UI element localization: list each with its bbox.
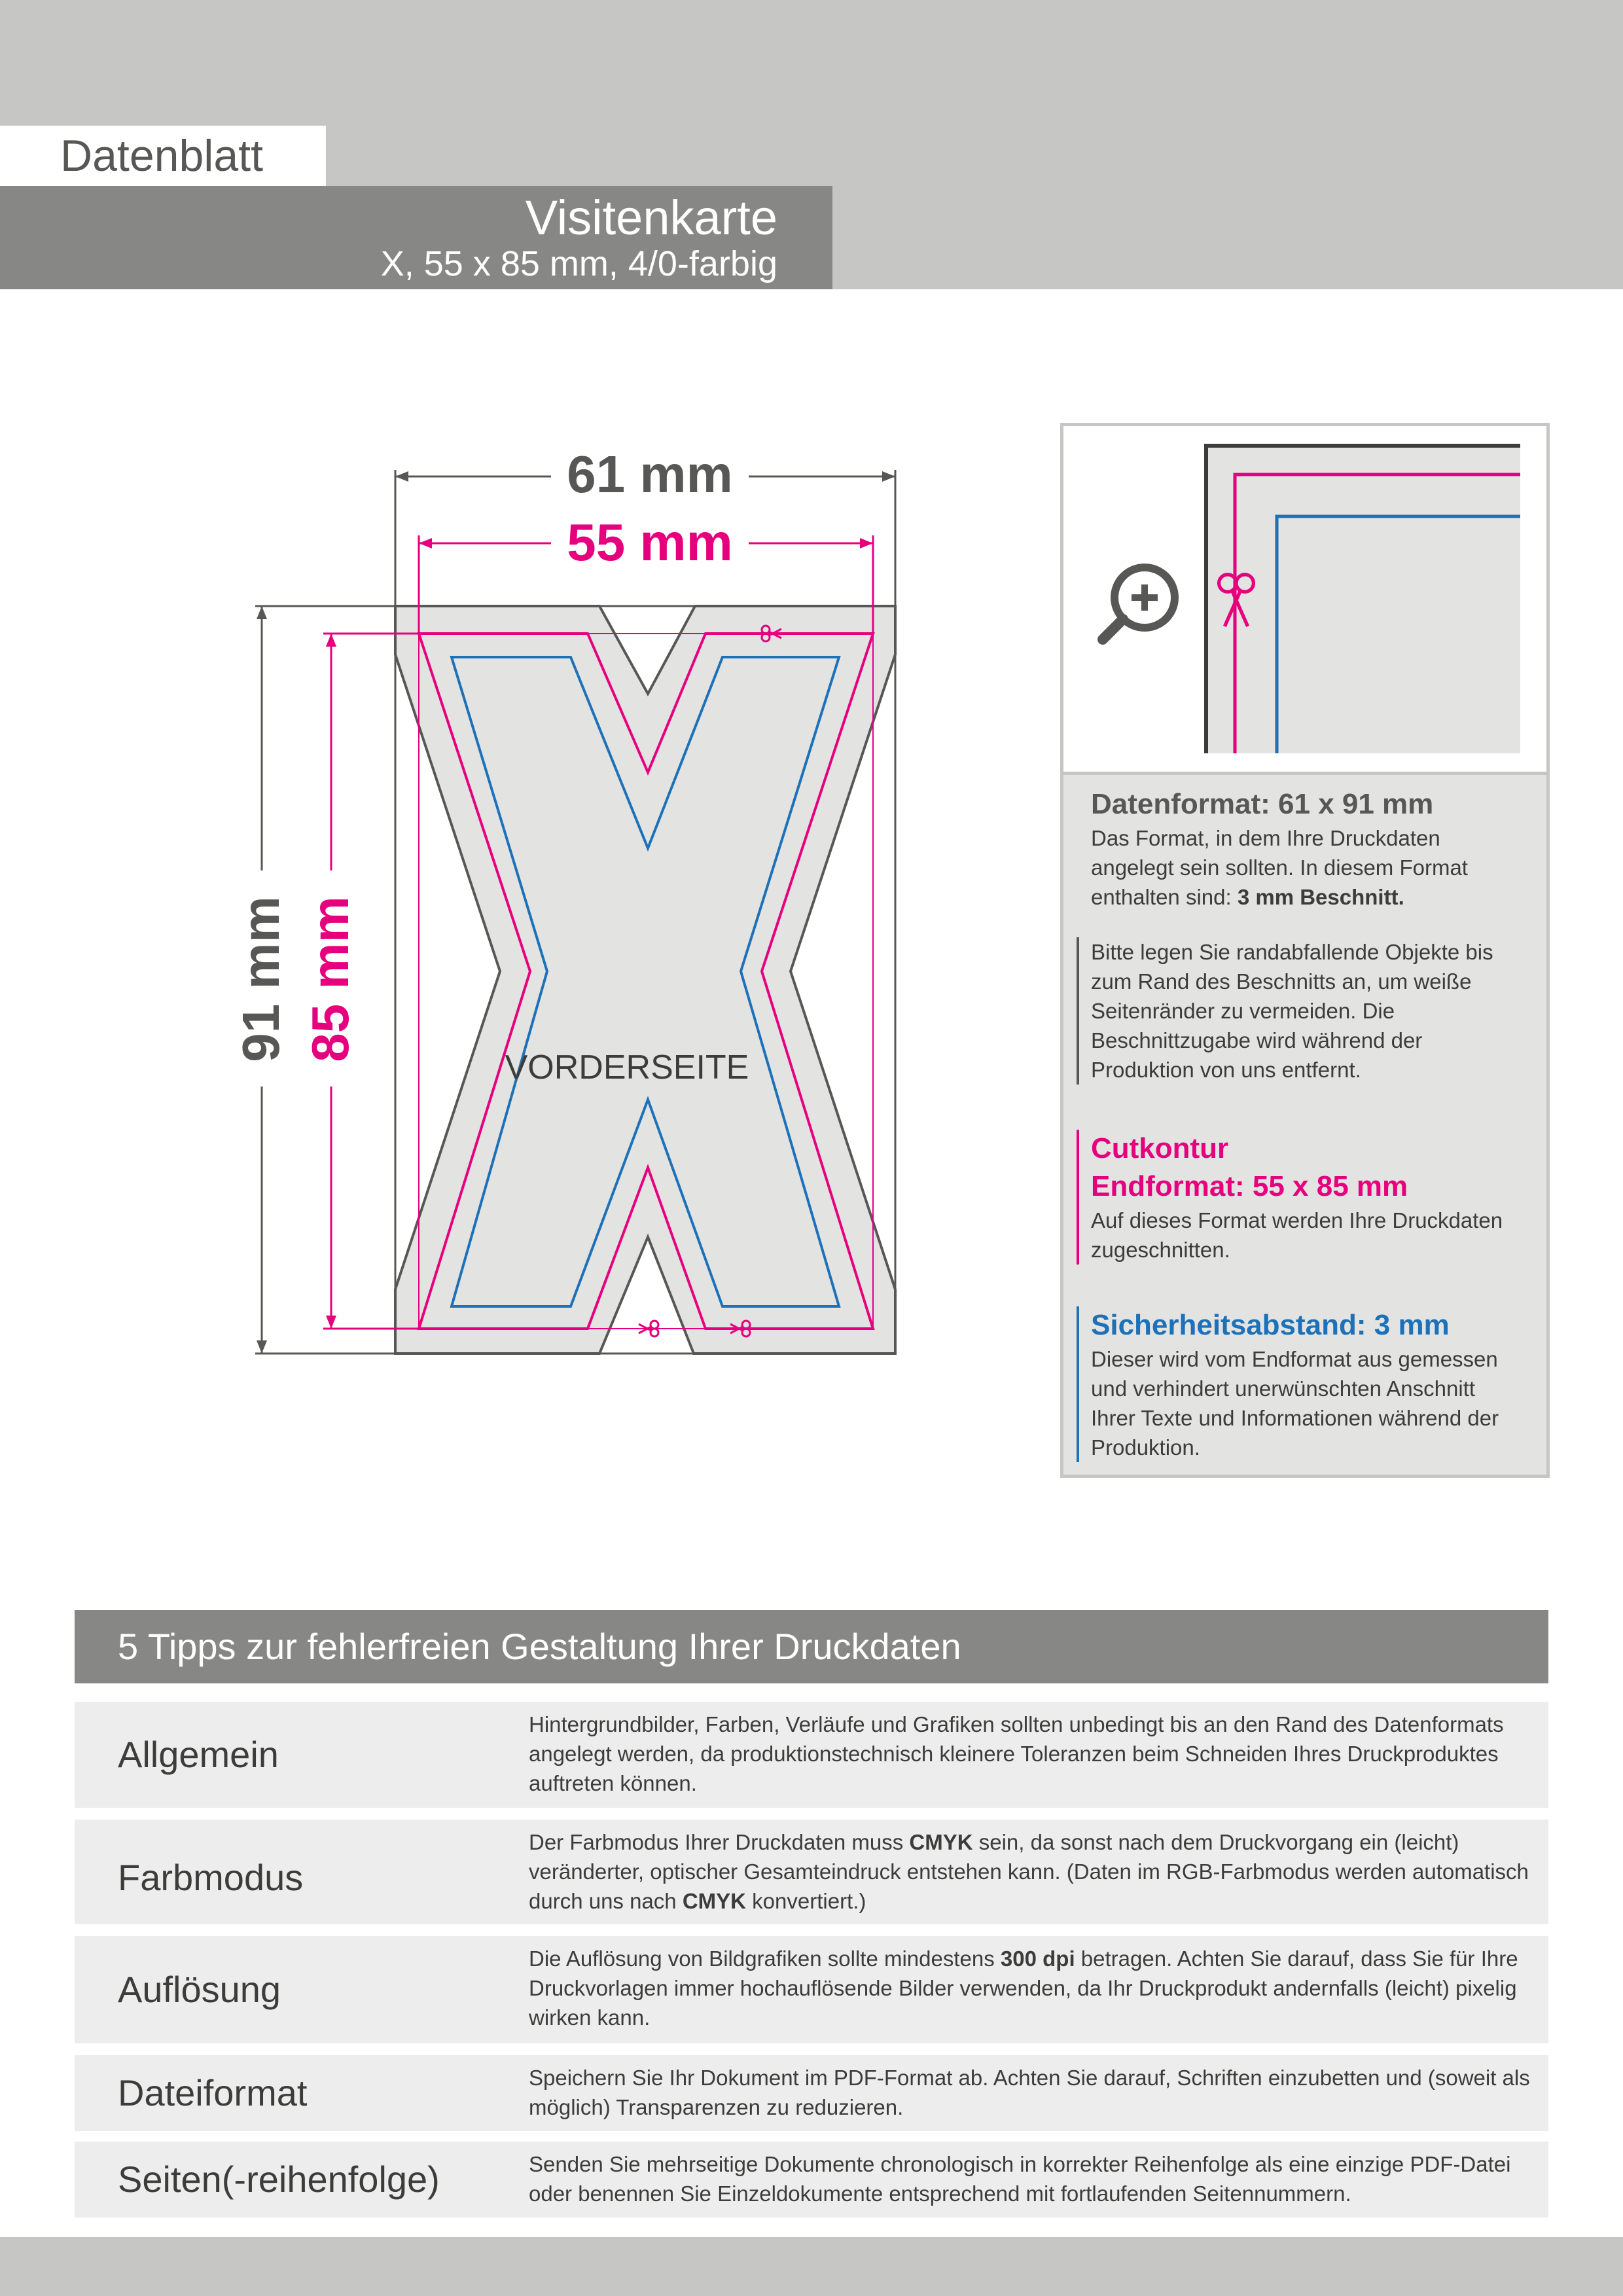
bleed-note: Bitte legen Sie randabfallende Objekte bis zum Rand des Beschnitts an, um weiße Seitenränder zu vermeiden. Die Beschnittzugabe wird während der Produktion von uns entfernt. <box>1077 937 1523 1085</box>
tip-text-part: Der Farbmodus Ihrer Druckdaten muss <box>529 1830 910 1854</box>
cut-heading-1: Cutkontur <box>1091 1132 1229 1164</box>
tips-title: 5 Tipps zur fehlerfreien Gestaltung Ihrer Druckdaten <box>118 1626 961 1667</box>
tip-label: Auflösung <box>118 1969 281 2010</box>
tip-label: Seiten(-reihenfolge) <box>118 2159 440 2200</box>
tip-text: Senden Sie mehrseitige Dokumente chronologisch in korrekter Reihenfolge als eine einzige PDF-Datei oder benennen Sie Einzeldokumente entsprechend mit fortlaufenden Seitennummern. <box>529 2152 1511 2206</box>
datenformat-line2: angelegt sein sollten. In diesem Format <box>1091 855 1468 880</box>
info-box <box>1060 423 1550 1478</box>
footer-band <box>0 2237 1623 2296</box>
cut-block <box>1077 1130 1523 1265</box>
tip-row-farbmodus <box>75 1820 1548 1924</box>
corner-detail-illustration <box>1063 426 1546 770</box>
tip-text: Speichern Sie Ihr Dokument im PDF-Format ab. Achten Sie darauf, Schriften einzubetten und (soweit als möglich) Transparenzen zu reduzieren. <box>529 2066 1530 2119</box>
tip-text-bold: 300 dpi <box>1000 1946 1075 1971</box>
safety-text: Dieser wird vom Endformat aus gemessen und verhindert unerwünschten Anschnitt Ihrer Texte und Informationen während der Produktion. <box>1091 1347 1499 1460</box>
datenblatt-label: Datenblatt <box>60 131 263 181</box>
side-label: VORDERSEITE <box>505 1049 749 1086</box>
datenformat-heading: Datenformat: 61 x 91 mm <box>1091 788 1434 820</box>
tip-text-bold: CMYK <box>682 1889 746 1913</box>
tip-row-allgemein <box>75 1702 1548 1808</box>
cut-heading-2: Endformat: 55 x 85 mm <box>1091 1170 1408 1202</box>
tip-label: Farbmodus <box>118 1857 304 1898</box>
datenformat-block <box>1091 785 1523 912</box>
width-inner-label: 55 mm <box>567 513 733 571</box>
cut-text: Auf dieses Format werden Ihre Druckdaten zugeschnitten. <box>1091 1208 1503 1262</box>
tip-text-part: Die Auflösung von Bildgrafiken sollte mindestens <box>529 1946 1001 1971</box>
height-inner-label: 85 mm <box>301 896 359 1062</box>
datenformat-line3-prefix: enthalten sind: <box>1091 885 1238 909</box>
tips-header <box>75 1610 1548 1683</box>
tip-row-dateiformat <box>75 2055 1548 2131</box>
safety-block <box>1077 1306 1523 1462</box>
info-text-area <box>1063 772 1546 1475</box>
datenformat-line3-bold: 3 mm Beschnitt. <box>1237 885 1404 909</box>
datenformat-line3 <box>1091 882 1523 912</box>
tip-text-part: betragen. Achten Sie darauf, dass Sie für Ihre Druckvorlagen immer hochauflösende Bilder verwenden, da Ihr Druckprodukt andernfalls (leicht) pixelig wirken kann. <box>529 1946 1518 2030</box>
tip-text <box>529 1827 1537 1916</box>
product-subtitle: X, 55 x 85 mm, 4/0-farbig <box>380 244 777 283</box>
product-title: Visitenkarte <box>525 190 777 245</box>
tip-text-part: sein, da sonst nach dem Druckvorgang ein (leicht) veränderter, optischer Gesamteindruck entstehen kann. (Daten im RGB-Farbmodus werden automatisch durch uns nach <box>529 1830 1529 1913</box>
tip-row-seiten <box>75 2142 1548 2217</box>
height-outer-label: 91 mm <box>232 896 290 1062</box>
magnifier-plus-icon <box>1103 567 1175 639</box>
tip-text <box>529 1944 1537 2032</box>
tip-label: Dateiformat <box>118 2072 308 2113</box>
zoom-detail <box>1063 426 1546 770</box>
tip-text: Hintergrundbilder, Farben, Verläufe und Grafiken sollten unbedingt bis an den Rand des Datenformats angelegt werden, da produktionstechnisch kleinere Toleranzen beim Schneiden Ihres Druckproduktes auftreten können. <box>529 1712 1504 1795</box>
datenformat-line1: Das Format, in dem Ihre Druckdaten <box>1091 826 1440 850</box>
safety-heading: Sicherheitsabstand: 3 mm <box>1091 1309 1450 1341</box>
tip-label: Allgemein <box>118 1734 279 1775</box>
width-outer-label: 61 mm <box>567 445 733 503</box>
tip-row-aufloesung <box>75 1936 1548 2043</box>
tip-text-part: konvertiert.) <box>746 1889 866 1913</box>
tip-text-bold: CMYK <box>909 1830 973 1854</box>
